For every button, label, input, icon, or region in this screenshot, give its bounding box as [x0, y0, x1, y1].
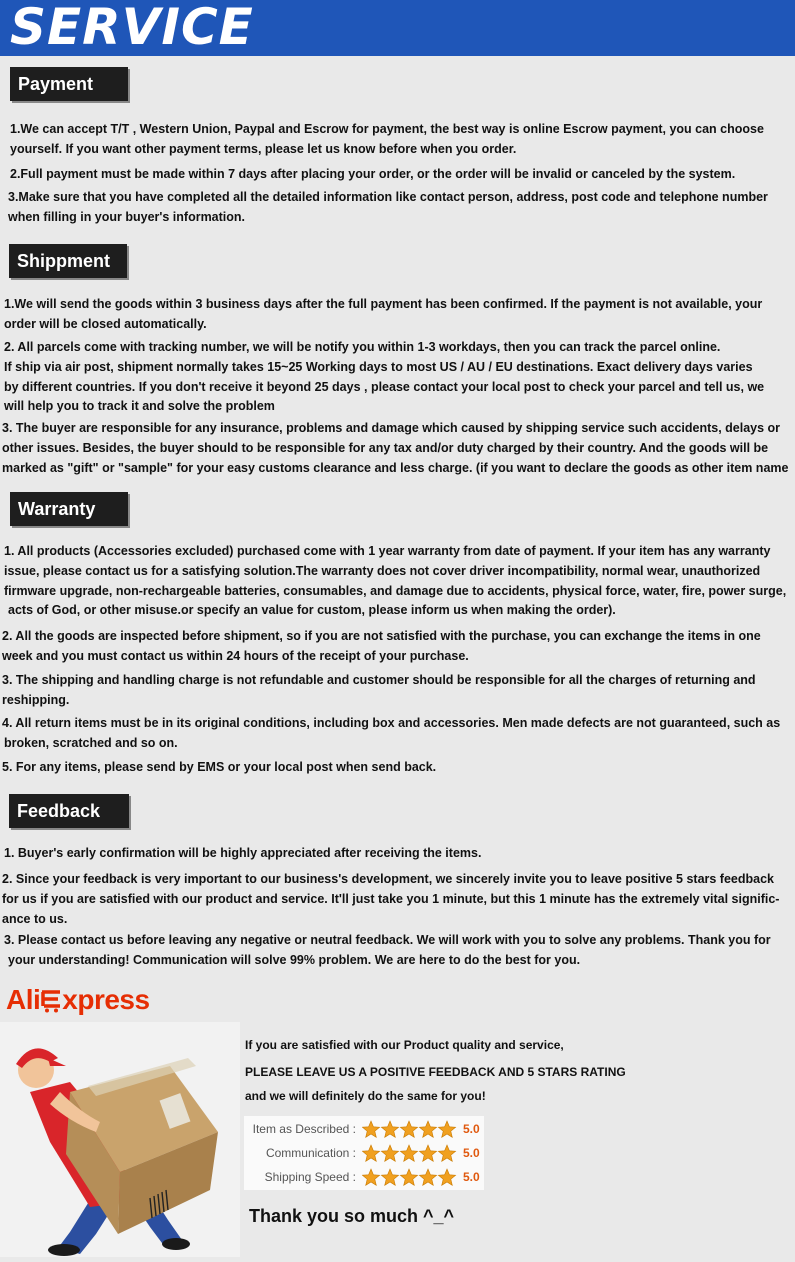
star-icon: [381, 1169, 398, 1185]
service-banner: [0, 0, 795, 56]
rating-row: [244, 1142, 484, 1166]
cart-e-icon: [40, 984, 62, 1016]
promo-line-3: and we will definitely do the same for you!: [245, 1089, 486, 1103]
shipment-item-1: 1.We will send the goods within 3 business days after the full payment has been confirmed. If the payment is not available, your order will be closed automatically.: [4, 297, 763, 331]
section-title-feedback: Feedback: [9, 794, 129, 828]
feedback-item-2: 2. Since your feedback is very important to our business's development, we sincerely invite you to leave positive 5 stars feedback for us if you are satisfied with our product and service. It'll just take you 1 minute, but this 1 minute has the extremely vital signific- ance to us.: [2, 872, 780, 926]
rating-label: Shipping Speed :: [264, 1170, 356, 1184]
star-icon: [419, 1169, 436, 1185]
warranty-item-3: 3. The shipping and handling charge is not refundable and customer should be responsible for all the charges of returning and reshipping.: [2, 673, 756, 707]
rating-score: 5.0: [463, 1170, 480, 1184]
star-icon: [362, 1169, 379, 1185]
rating-score: 5.0: [463, 1122, 480, 1136]
payment-item-2: 2.Full payment must be made within 7 days after placing your order, or the order will be invalid or canceled by the system.: [10, 167, 736, 181]
star-icon: [419, 1145, 436, 1161]
promo-line-2: PLEASE LEAVE US A POSITIVE FEEDBACK AND 5 STARS RATING: [245, 1065, 626, 1079]
five-stars-icon: [362, 1168, 457, 1188]
star-icon: [400, 1121, 417, 1137]
star-icon: [381, 1121, 398, 1137]
star-icon: [438, 1145, 455, 1161]
rating-score: 5.0: [463, 1146, 480, 1160]
rating-row: [244, 1166, 484, 1190]
star-icon: [438, 1121, 455, 1137]
five-stars-icon: [362, 1120, 457, 1140]
five-stars-icon: [362, 1144, 457, 1164]
thank-you-text: Thank you so much ^_^: [249, 1206, 455, 1226]
shipment-item-3: 3. The buyer are responsible for any insurance, problems and damage which caused by shipping service such accidents, delays or other issues. Besides, the buyer should to be responsible for any tax and/or duty charged by their country. And the goods will be marked as "gift" or "sample" for your easy customs clearance and less charge. (if you want to declare the goods as other item name: [2, 421, 789, 475]
payment-item-3: 3.Make sure that you have completed all the detailed information like contact person, address, post code and telephone number when filling in your buyer's information.: [8, 190, 768, 224]
aliexpress-logo: Ali xpress: [6, 984, 150, 1015]
rating-label: Item as Described :: [252, 1122, 356, 1136]
section-title-payment: Payment: [10, 67, 128, 101]
shipment-item-2: 2. All parcels come with tracking number, we will be notify you within 1-3 workdays, then you can track the parcel online. If ship via air post, shipment normally takes 15~25 Working days to most US / AU / EU destinations. Exact delivery days varies by different countries. If you don't receive it beyond 25 days , please contact your local post to check your parcel and tell us, we will help you to track it and solve the problem: [4, 340, 765, 414]
star-icon: [419, 1121, 436, 1137]
section-title-shipment: Shippment: [9, 244, 127, 278]
feedback-item-1: 1. Buyer's early confirmation will be highly appreciated after receiving the items.: [4, 846, 482, 860]
star-icon: [400, 1145, 417, 1161]
delivery-man-illustration: [0, 1022, 240, 1257]
payment-item-1: 1.We can accept T/T , Western Union, Paypal and Escrow for payment, the best way is online Escrow payment, you can choose yourself. If you want other payment terms, please let us know before when you order.: [10, 122, 764, 156]
star-icon: [362, 1121, 379, 1137]
feedback-item-3: 3. Please contact us before leaving any negative or neutral feedback. We will work with you to solve any problems. Thank you for your understanding! Communication will solve 99% problem. We are here to do the best for you.: [4, 933, 771, 967]
warranty-item-2: 2. All the goods are inspected before shipment, so if you are not satisfied with the purchase, you can exchange the items in one week and you must contact us within 24 hours of the receipt of your purchase.: [2, 629, 761, 663]
page-title: SERVICE: [10, 0, 254, 56]
section-title-warranty: Warranty: [10, 492, 128, 526]
promo-line-1: If you are satisfied with our Product quality and service,: [245, 1038, 564, 1052]
star-icon: [400, 1169, 417, 1185]
rating-label: Communication :: [265, 1146, 356, 1160]
star-icon: [438, 1169, 455, 1185]
rating-row: [244, 1118, 484, 1142]
warranty-item-1: 1. All products (Accessories excluded) purchased come with 1 year warranty from date of payment. If your item has any warranty issue, please contact us for a satisfying solution.The warranty does not cover driver incompatibility, normal wear, unauthorized firmware upgrade, non-rechargeable batteries, consumables, and damage due to accidents, physical force, water, fire, power surge, acts of God, or other misuse.or specify an value for custom, please inform us when making the order).: [4, 544, 787, 618]
seller-rating-box: [244, 1116, 484, 1190]
star-icon: [362, 1145, 379, 1161]
star-icon: [381, 1145, 398, 1161]
warranty-item-4: 4. All return items must be in its original conditions, including box and accessories. Men made defects are not guaranteed, such as broken, scratched and so on.: [2, 716, 781, 750]
warranty-item-5: 5. For any items, please send by EMS or your local post when send back.: [2, 760, 437, 774]
